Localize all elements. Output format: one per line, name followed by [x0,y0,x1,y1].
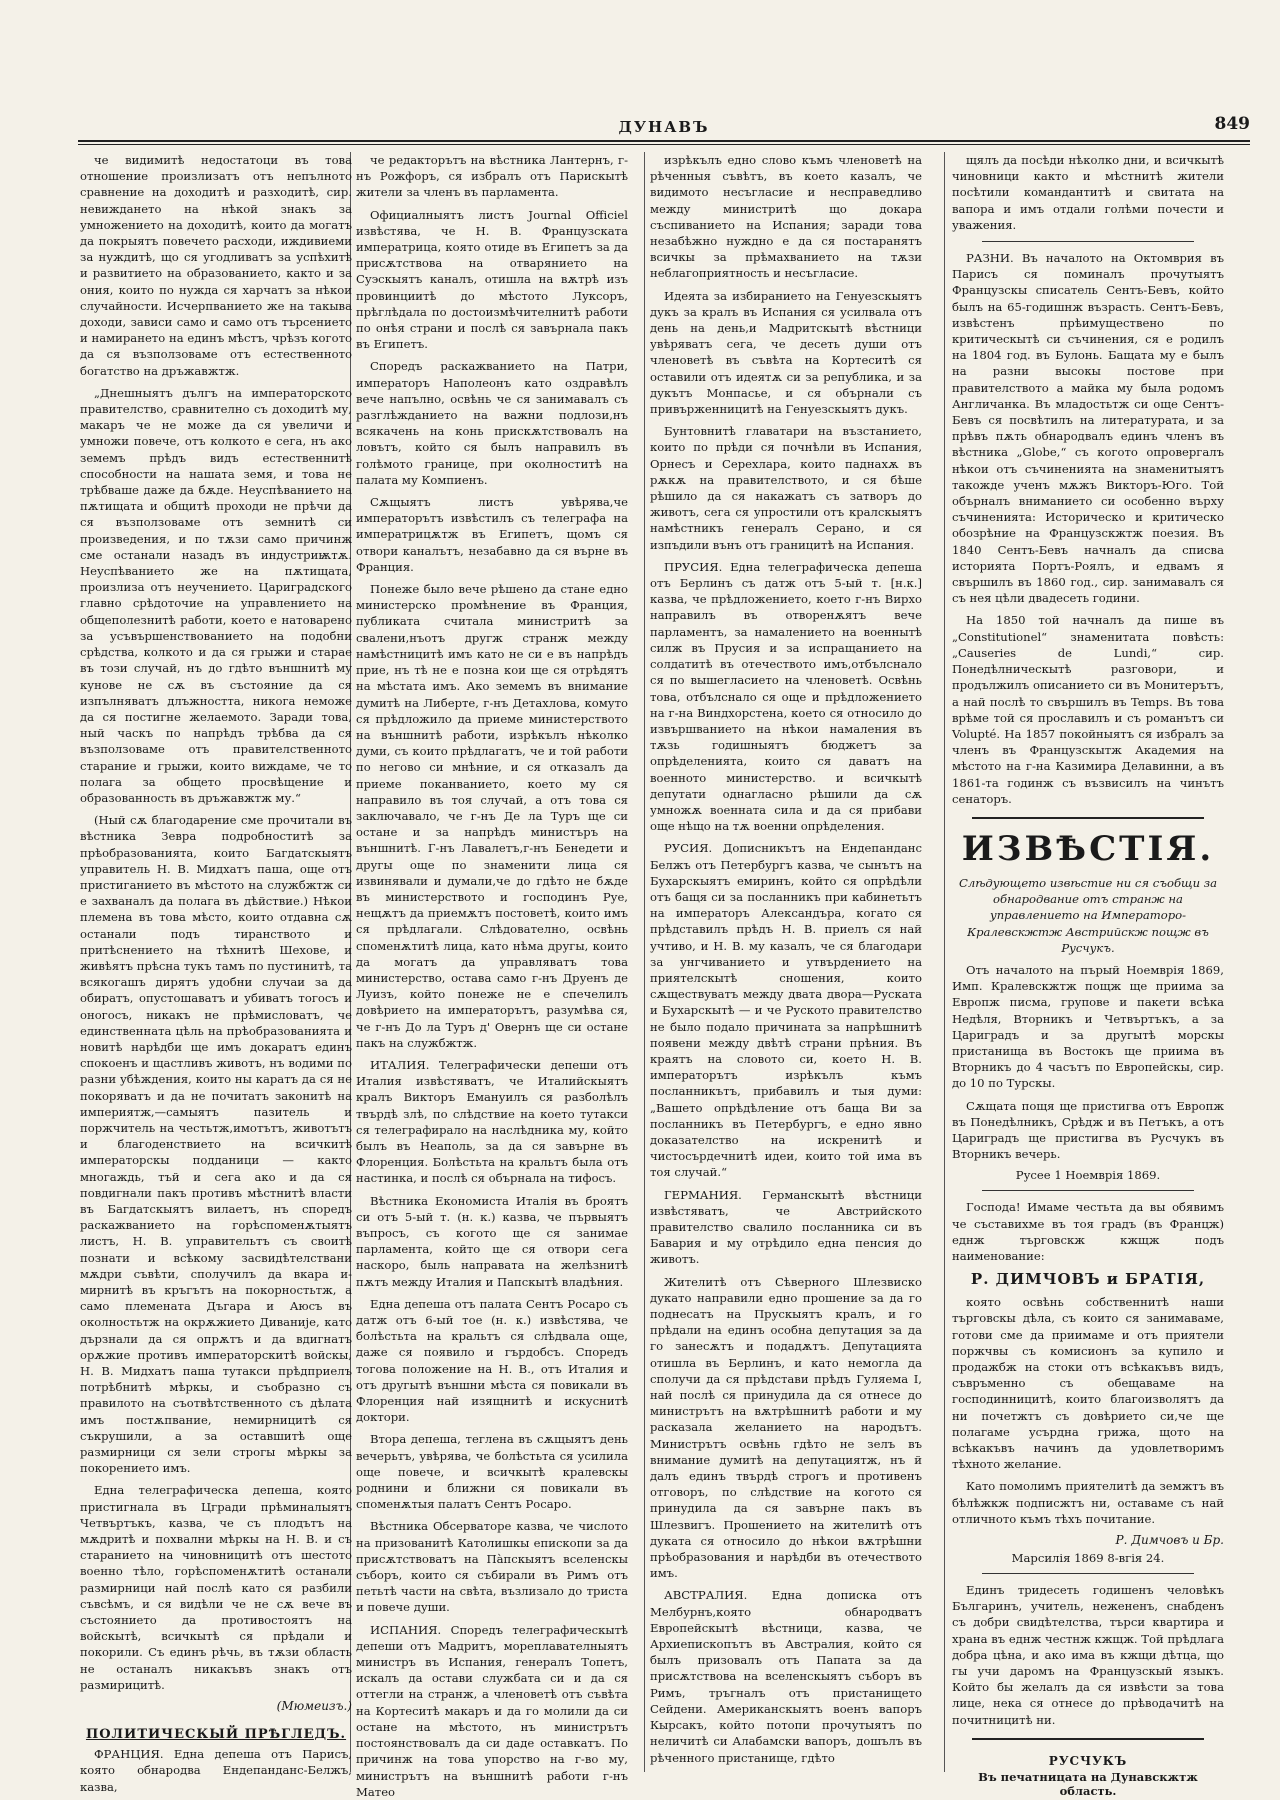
article-paragraph: Вѣстника Обсерваторе казва, че числото на призованитѣ Католишкы епископи за да присѫтствоватъ на Пàпскыятъ вселенскы съборъ, които ся събирали въ Римъ отъ петьтѣ части на свѣта, възлизало до триста и повече души. [356,1519,628,1615]
separator [982,1190,1194,1191]
advert-paragraph: която освѣнь собственнитѣ наши търговскы дѣла, съ които ся занимаваме, готови сме да приимаме и отъ приятели поржчвы съ комисионъ за купило и продажбж на стоки отъ всѣкакъвъ видъ, съвръменно съ обещаваме на господинницитѣ, които благоизволятъ да ни почетжтъ съ довѣрието си,че ще полагаме усърдна грижа, щото на всѣкакъвъ начинъ да удовлетворимъ тѣхното желание. [952,1295,1224,1472]
firm-name: Р. ДИМЧОВЪ и БРАТІЯ, [970,1270,1206,1289]
footer-printer: Въ печатницата на Дунавскжтж область. [978,1769,1198,1798]
section-title: ПОЛИТИЧЕСКЫЙ ПРѢГЛЕДЪ. [85,1727,347,1743]
separator [972,817,1204,819]
article-paragraph: РАЗНИ. Въ началото на Октомврия въ Парисъ ся поминалъ прочутыятъ Французскы списатель Сентъ-Бевъ, който былъ на 65-годишнж възрасть. Сентъ-Бевъ, извѣстенъ прѣимуществено по критическытѣ си съчинения, ся е родилъ на 1804 год. въ Булонь. Бащата му е былъ на разни высокы постове при правителството а майка му была родомъ Англичанка. Въ младостьтж си още Сентъ-Бевъ ся посвѣтилъ на литературата, и за прѣвъ пѫть обнародвалъ единъ членъ въ вѣстника „Globe,“ съ когото опровергалъ нѣкои отъ съчиненията на знаменитыятъ такожде ученъ мѫжъ Викторъ-Юго. Той обърналъ вниманието си особенно върху съчиненията: Историческо и критическо обозрѣние на Французскжтж поезия. Въ 1840 Сентъ-Бевъ начналъ да списва историята Портъ-Роялъ, и едвамъ я свършилъ въ 1860 год., сир. занимавалъ ся съ нея цѣли двадесеть години. [952,251,1224,606]
article-paragraph: Вѣстника Економиста Италiя въ броятъ си отъ 5-ый т. (н. к.) казва, че първыятъ въпросъ, съ когото ще ся занимае парламента, който ще ся отвори сега наскоро, быль направата на желѣзнитѣ пѫтъ между Италия и Папскытѣ владѣния. [356,1193,628,1289]
header-rule [78,140,1250,145]
notice-date: Русее 1 Ноемврія 1869. [1015,1168,1161,1183]
article-paragraph: ПРУСИЯ. Една телеграфическа депеша отъ Берлинъ съ датж отъ 5-ый т. [н.к.] казва, че прѣдложението, което г-нъ Вирхо направилъ въ отворенѫятъ вече парламентъ, за намалението на военнытѣ силж въ Прусия и за испращанието на солдатитѣ въ отечеството имъ,отбълснало ся по вышегласието на членоветѣ. Освѣнь това, отбълснало ся още и прѣдложението на г-на Виндхорстена, което ся относило до извършванието на нѣкои намаления въ тѫзь годишныятъ бюджетъ за опрѣделенията, които ся даватъ на военното министерство. и всичкытѣ депутати однагласно рѣшили да сѫ умножѫ военната сила и да ся прибави още нѣщо на тѫ военни опрѣделения. [650,559,922,834]
notice-intro: Слѣдующето извѣстие ни ся съобщи за обнародвание отъ странж на управлението на Императоро-Кралевскжтж Австрийскж пощж въ Русчукъ. [958,875,1218,955]
advert-paragraph: Като помолимъ приятелитѣ да земжтъ въ бѣлѣжкж подписжтъ ни, оставаме съ най отличното къмъ тѣхъ почитание. [952,1479,1224,1526]
article-paragraph: Бунтовнитѣ главатари на възстанието, които по прѣди ся почнѣли въ Испания, Орнесъ и Серехлара, които паднахѫ въ рѫкѫ на правителството, и ся бѣше рѣшило да ся накажатъ съ затворъ до животъ, сега ся упростили отъ кралскыятъ намѣстникъ генералъ Серано, и ся изпъдили вънъ отъ границитѣ на Испания. [650,424,922,552]
footer-city: РУСЧУКЪ [1048,1753,1128,1768]
article-paragraph: изрѣкълъ едно слово къмъ членоветѣ на рѣченныя съвѣтъ, въ което казалъ, че видимото несъгласие и несправедливо между министритѣ що докара съспиванието на Испания; заради това незабѣжно нуждно е да ся постаранятъ всичкы за прѣмахванието на тѫзи неблагоприятность и несъгласие. [650,153,922,281]
column-divider [944,152,945,1772]
column-1 [80,152,352,1794]
article-paragraph: Сѫщыятъ листъ увѣрява,че императорътъ извѣстилъ съ телеграфа на императрицѫтж въ Египетъ, щомъ ся отвори каналътъ, незабавно да ся върне въ Франция. [356,495,628,574]
newspaper-title: ДУНАВЪ [618,118,710,136]
separator [982,241,1194,242]
column-3 [650,152,922,1782]
article-paragraph: че видимитѣ недостатоци въ това отношение произлизатъ отъ непълното сравнение на доходитѣ и разходитѣ, сир. невиждането на нѣкой знакъ за умножението на доходитѣ, които да могатъ да покрыятъ повечето расходи, иждивиеми за нуждитѣ, що ся угодливатъ за успѣхитѣ и развитието на образованието, както и за ония, които по нужда ся харчатъ за нѣкои случайности. Исчерпванието же на такыва доходи, зависи само и само отъ търсението и намирането на единъ мѣстъ, чрѣзъ когото да ся възползоваме отъ естественното богатство на дръжавжтж. [80,153,352,378]
article-paragraph: ГЕРМАНИЯ. Германскытѣ вѣстници извѣстяватъ, че Австрийското правителство свалило посланника си въ Бавария и му отрѣдило една пенсия до животъ. [650,1187,922,1267]
article-paragraph: АВСТРАЛИЯ. Една дописка отъ Мелбурнъ,която обнародватъ Европейскытѣ вѣстници, казва, че Архиепископътъ въ Австралия, който ся былъ призовалъ отъ Папата за да присѫтствова на вселенскыятъ съборъ въ Римъ, тръгналъ отъ пристанището Сейдени. Американскыятъ военъ вапоръ Кырсакъ, който потопи прочутыятъ по неличитѣ си Алабамски вапоръ, дошълъ въ рѣченного пристанище, гдѣто [650,1588,922,1765]
notices-title: ИЗВѢСТІЯ. [961,828,1215,869]
article-paragraph: На 1850 той начналъ да пише въ „Constitutionel“ знаменитата повѣсть: „Causeries de Lundi,“ сир. Понедѣлническытѣ разговори, и продължилъ описанието си въ Монитерътъ, а най послѣ то свършилъ въ Temps. Въ това врѣме той ся прославилъ и съ романътъ си Volupté. На 1857 покойныятъ ся избралъ за членъ въ Французскытж Академия на мѣстото на г-на Казимира Делавинни, а въ 1861-та годинж съ възвисилъ на чинътъ сенаторъ. [952,613,1224,806]
column-2 [356,152,628,1799]
article-paragraph: Отъ началото на пърый Ноемврія 1869, Имп. Кралевскжтж пощж ще приима за Европж писма, групове и пакети всѣка Недѣля, Вторникъ и Четвъртъкъ, а за Цариградъ и за другытѣ морскы пристанища въ Востокъ ще приима въ Вторникъ до 4 часътъ по Европейскы, сир. до 10 по Турскы. [952,962,1224,1091]
article-paragraph: Една телеграфическа депеша, която пристигнала въ Цгради прѣминалыятъ Четвъртъкъ, казва, че съ плодътъ на мѫдритѣ и похвални мѣркы на Н. В. и съ старанието на чиновницитѣ отъ шестото военно тѣло, горѣспоменѫтитѣ останали размирници най послѣ като ся разбили съвсѣмъ, и ся видѣли че не сѫ вече въ състоянието да противостоятъ на войскытѣ, всичкытѣ ся прѣдали и покорили. Съ единъ рѣчь, въ тѫзи область не останалъ никакъвъ знакъ отъ размирицитѣ. [80,1483,352,1692]
separator [982,1573,1194,1574]
article-paragraph: ФРАНЦИЯ. Една депеша отъ Парисъ, която обнародва Ендепанданс-Белжъ, казва, [80,1747,352,1794]
page-number: 849 [1214,114,1250,134]
article-paragraph: Официалныятъ листъ Journal Officiel извѣстява, че Н. В. Французската императрица, която отиде въ Египетъ за да присѫтствова на отварянието на Суэскыятъ каналъ, отишла на вѫтрѣ изъ провинциитѣ до мѣстото Луксоръ, прѣглѣдала по достоизмѣчителнитѣ работи по онѣя страни и послѣ ся завърнала пакъ въ Египетъ. [356,207,628,352]
column-4 [952,152,1224,1798]
article-paragraph: Жителитѣ отъ Сѣверного Шлезвиско дукато направили едно прошение за да го поднесатъ на Прускыятъ кралъ, и го прѣдали на единъ особна депутация за да го занесѫтъ и подадѫтъ. Депутацията отишла въ Берлинъ, и като немогла да сполучи да ся прѣдстави прѣдъ Гуляема I, най послѣ ся принудила да ся отнесе до министрътъ на вѫтрѣшнитѣ работи и му расказала желанието на народътъ. Министрътъ освѣнь гдѣто не зелъ въ внимание думитѣ на депутациятж, нъ й далъ единъ твърдѣ строгъ и противенъ отговоръ, по слѣдствие на когото ся принудила да ся завърне пакъ въ Шлезвигъ. Прошението на жителитѣ отъ дуката ся относило до нѣкои вѫтрѣшни прѣобразования и нарѣдби въ отечеството имъ. [650,1274,922,1581]
advert-paragraph: Господа! Имаме честьта да вы обявимъ че съставихме въ тоя градъ (въ Францж) еднж търговскж кжщж подъ наименование: [952,1200,1224,1263]
advert-date: Марсилія 1869 8-вгія 24. [1011,1551,1165,1566]
separator [972,1738,1204,1740]
article-paragraph: Споредъ раскажванието на Патри, императоръ Наполеонъ като оздравѣлъ вече напълно, освѣнь че ся занимавалъ съ разглѣжданието на важни подлози,нъ всякачень на конь прискѫтствовалъ на ловътъ, който ся былъ направилъ въ голѣмото границе, при околноститѣ на палата му Компиенъ. [356,359,628,487]
article-paragraph: (Ный сѫ благодарение сме прочитали въ вѣстника Зевра подробноститѣ за прѣобразованията, които Багдатскыятъ управитель Н. В. Мидхатъ паша, още отъ пристиганието въ мѣстото на службжтж си е захваналъ да полага въ дѣйствие.) Нѣкои племена въ това мѣсто, които отдавна сѫ останали подъ тиранството и притѣснението на тѣхнитѣ Шехове, и живѣятъ прѣсна тукъ тамъ по пустинитѣ, та всякогашъ дирятъ удобни случаи за да обиратъ, опустошаватъ и убиватъ тогосъ и оногосъ, никакъ не прѣмисловатъ, че единственната цѣль на прѣобразованията и новитѣ нарѣдби ще имъ докаратъ единъ спокоенъ и щастливъ животъ, нъ водими по разни убѣждения, които ны каратъ да ся не покоряватъ и да не почитатъ законитѣ на империятж,—самыятъ пазитель и поржчитель на честьтж,имотътъ, животътъ и благоденствието на всичкитѣ императорскы подданици — както многаждь, тъй и сега ако и да ся повдигнали пакъ противъ мѣстнитѣ власти въ Багдатскыятъ вилаетъ, нъ споредъ раскажванието на горѣспоменѫтыятъ листъ, Н. В. управительтъ съ своитѣ познати и всѣкому засвидѣтелствани мѫдри съвѣти, сполучилъ да вкара и-мирнитѣ въ кръгътъ на покорностьтж, а само племената Дъгара и Аюсъ въ околностьтж на окрѫжието Диваније, като дързнали да ся опрѫтъ и да вдигнатъ орѫжие противъ императорскитѣ войскы, Н. В. Мидхатъ паша тутакси прѣдприелъ потрѣбнитѣ мѣркы, и съобразно съ правилото на съотвѣтственното съ дѣлата имъ постѫпвание, немирницитѣ ся съкрушили, а за оставшитѣ още размирници ся зели строгы мѣркы за покорението имъ. [80,813,352,1476]
article-paragraph: Идеята за избиранието на Генуезскыятъ дукъ за кралъ въ Испания ся усилвала отъ день на день,и Мадритскытѣ вѣстници увѣряватъ сега, че десеть души отъ членоветѣ въ съвѣта на Кортеситѣ ся оставили отъ идеятѫ си за република, и за дукътъ Монпасье, и ся обърнали съ привърженницитѣ на Генуезскыятъ дукъ. [650,288,922,417]
source-attribution: (Мюмеизъ.) [276,1699,352,1714]
column-divider [644,152,645,1772]
article-paragraph: Втора депеша, теглена въ сѫщыятъ день вечерьтъ, увѣрява, че болѣстьта ся усилила още повече, и всичкытѣ кралевскы роднини и ближни ся повикали въ споменѫтыя палатъ Сентъ Росаро. [356,1432,628,1512]
article-paragraph: ИТАЛИЯ. Телеграфически депеши отъ Италия извѣстяватъ, че Италийскыятъ кралъ Викторъ Емануилъ ся разболѣлъ твърдѣ злѣ, по слѣдствие на което тутакси ся телеграфирало на наслѣдника му, който былъ въ Неаполь, за да ся завърне въ Флоренция. Болѣстьта на кральтъ была отъ настинка, и послѣ ся обърнала на тифосъ. [356,1057,628,1186]
article-paragraph: че редакторътъ на вѣстника Лантернъ, г-нъ Рожфоръ, ся избралъ отъ Парискытѣ жители за членъ въ парламента. [356,153,628,200]
article-paragraph: Понеже было вече рѣшено да стане едно министерско промѣнение въ Франция, публиката считала министритѣ за свалени,нъотъ другж странж между намѣстницитѣ имъ като не си е въ напрѣдъ прие, нъ тѣ не е позна кои ще ся отрѣдятъ на мѣстата имъ. Ако земемъ въ внимание думитѣ на Либерте, г-нъ Детахлова, комуто ся прѣдложило да приеме министерството на външнитѣ работи, изрѣкълъ нѣколко думи, съ които прѣдлагатъ, че и той работи по негово си мнѣние, и ся отказалъ да приеме поканванието, което му ся направило въ тоя случай, а отъ това ся заключавало, че г-нъ Де ла Туръ ще си остане и за напрѣдъ министъръ на външнитѣ. Г-нъ Лавалетъ,г-нъ Бенедети и другы още по знаменити лица ся извинявали и думали,че до гдѣто не бѫде въ министерството и господинъ Руе, нещѫтъ да приемѫтъ постоветѣ, които имъ ся прѣдлагали. Слѣдователно, освѣнь споменѫтитѣ лица, като нѣма другы, които да могатъ да управляватъ това министерство, остава само г-нъ Друенъ де Луизъ, който понеже не е спечелилъ довѣрието на императорътъ, разумѣва ся, че г-нъ До ла Туръ д' Овернъ ще си остане пакъ на службжтж. [356,582,628,1050]
article-paragraph: Сѫщата пощя ще пристигва отъ Европж въ Понедѣлникъ, Срѣдж и въ Петъкъ, а отъ Цариградъ ще пристигва въ Русчукъ въ Вторникъ вечерь. [952,1098,1224,1162]
article-paragraph: Една депеша отъ палата Сентъ Росаро съ датж отъ 6-ый тое (н. к.) извѣстява, че болѣстьта на кральтъ ся слѣдвала още, даже ся появило и гърдобсъ. Споредъ тогова положение на Н. В., отъ Италия и отъ другытѣ външни мѣста ся повикали въ Флоренция най изящнитѣ и искуснитѣ доктори. [356,1296,628,1425]
article-paragraph: РУСИЯ. Дописникътъ на Ендепанданс Белжъ отъ Петербургъ казва, че сынътъ на Бухарскыятъ емиринъ, който ся опрѣдѣли отъ бащя си за посланникъ при кабинетьтъ на императоръ Александъра, когато ся прѣдставилъ прѣдъ Н. В. приелъ ся най учтиво, и Н. В. му казалъ, че ся благодари за унгчиванието и утвърдението на приятелскытѣ сношения, които сѫществуватъ между двата двора—Руската и Бухарскытѣ — и че Руското правителство не было подало причината за напрѣшнитѣ появени между двѣтѣ страни прѣния. Въ краятъ на словото си, което Н. В. императорътъ изрѣкълъ къмъ посланникътъ, прибавилъ и тыя думи: „Вашето опрѣдѣление отъ баща Ви за посланникъ въ Петербургъ, е едно явно доказателство на искренитѣ и чистосърдечнитѣ идеи, които той има въ тоя случай.“ [650,841,922,1180]
signature: Р. Димчовъ и Бр. [1115,1533,1224,1548]
article-paragraph: „Днешныятъ дългъ на императорското правителство, сравнително съ доходитѣ му, макаръ че не може да ся увеличи и умножи повече, отъ колкото е сега, нъ ако земемъ прѣдъ видъ естественнитѣ способности на нашата земя, и това не трѣбваше даже да бѫде. Неуспѣванието на пѫтищата и общитѣ проходи не прѣчи да ся възползоваме отъ земнитѣ си произведения, и по тѫзи само причинж сме останали назадъ въ индустриѭтѫ. Неуспѣванието же на пѫтищата, произлиза отъ неучението. Цариградского главно срѣдоточие на управлението на общеполезнитѣ работи, което е натоварено за усъвършенствованието на подобни срѣдства, колкото и да ся грыжи и старае въ този случай, нъ до гдѣто външнитѣ му кунове не сѫ въ състояние да ся изпълняватъ длъжността, никога неможе да ся постигне желаемото. Заради това, ный часкъ по напрѣдъ трѣбва да ся възползоваме отъ правителственното старание и грыжи, които виждаме, че то полага за общето просвѣщение и образованность въ дръжавжтж му.“ [80,385,352,805]
article-paragraph: щялъ да посѣди нѣколко дни, и всичкытѣ чиновници както и мѣстнитѣ жители посѣтили командантитѣ и свитата на вапора и имъ отдали голѣми почести и уважения. [952,153,1224,232]
advert-paragraph: Единъ тридесеть годишенъ человѣкъ Българинъ, учитель, нежененъ, снабденъ съ добри свидѣтелства, търси квартира и храна въ еднж честнж кжщж. Той прѣдлага добра цѣна, и ако има въ кжщи дѣтца, що гы учи даромъ на Французскый языкъ. Който бы желалъ да ся извѣсти за това лице, нека ся отнесе до прѣводачитѣ на почитницитѣ ни. [952,1583,1224,1727]
article-paragraph: ИСПАНИЯ. Споредъ телеграфическытѣ депеши отъ Мадритъ, мореплавателныятъ министръ въ Испания, генералъ Топетъ, искалъ да остави службата си и да ся оттегли на странж, а членоветѣ отъ съвѣта на Кортеситѣ макаръ и да го молили да си остане на мѣстото, нъ министрътъ постоянствовалъ да си даде оставкатъ. По причинж на това упорство на г-во му, министрътъ на външнитѣ работи г-нъ Матео [356,1622,628,1799]
